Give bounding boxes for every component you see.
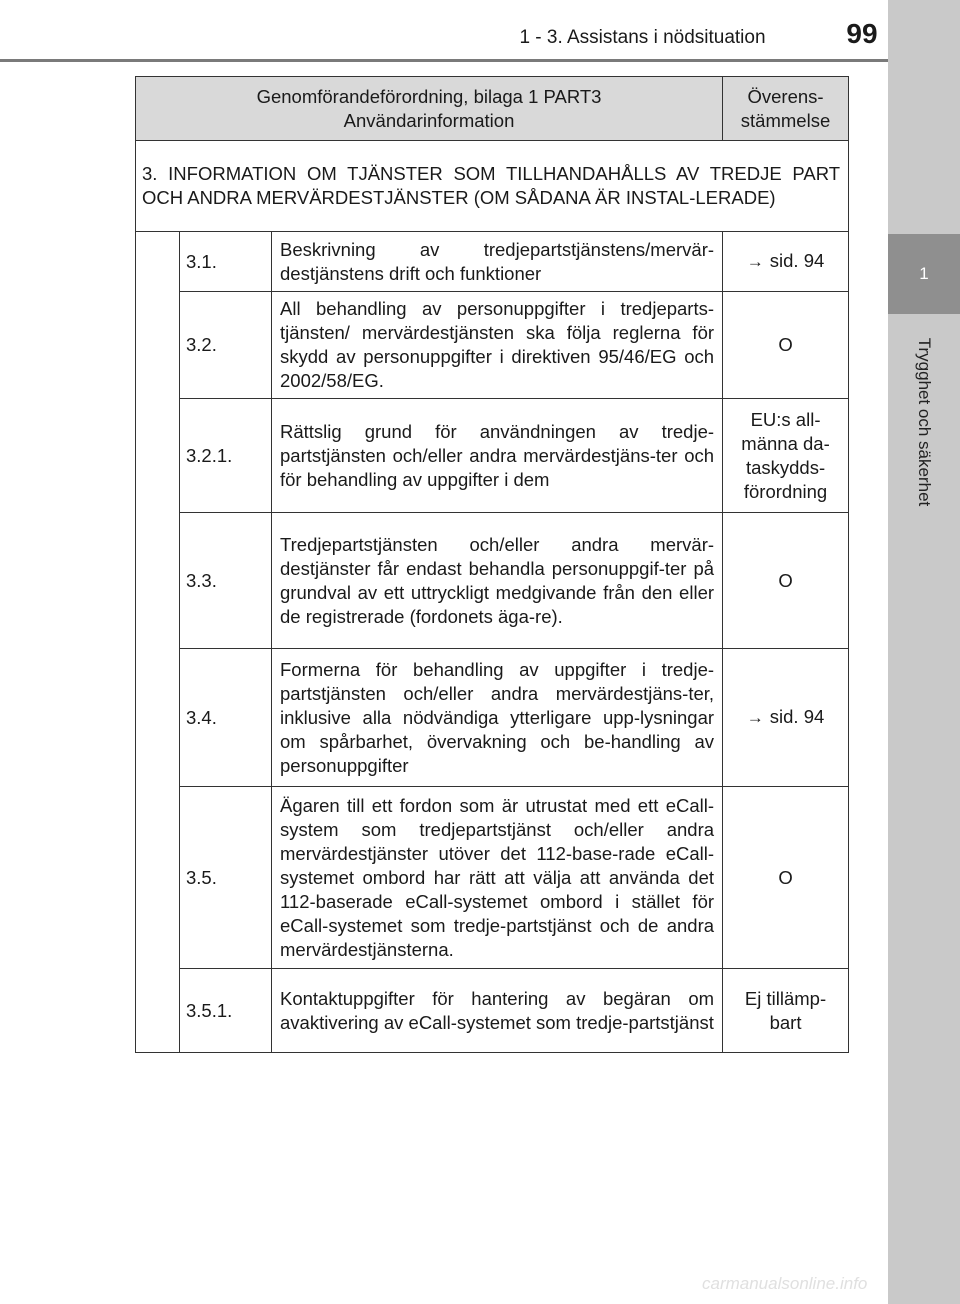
item-description: Ägaren till ett fordon som är utrustat med ett eCall-system som tredjepartstjänst och/eller andra mervärdestjänster utöver det 112-base-rade eCall-systemet ombord har rätt att välja att använda det 112-baserade eCall-systemet ombord i stället för eCall-systemet som tredje-partstjänst och de andra mervärdestjänsterna.	[272, 787, 723, 969]
item-number: 3.4.	[180, 649, 272, 787]
item-number: 3.1.	[180, 232, 272, 292]
page-number: 99	[846, 18, 878, 49]
compliance-cell	[723, 969, 849, 1053]
chapter-label: Trygghet och säkerhet	[915, 337, 934, 507]
section-row	[136, 141, 849, 232]
item-number: 3.5.1.	[180, 969, 272, 1053]
column-header-main	[136, 77, 723, 141]
running-header-title: 1 - 3. Assistans i nödsituation	[519, 27, 766, 48]
table-row	[136, 787, 849, 969]
compliance-value: O	[778, 334, 793, 355]
arrow-right-icon: →	[746, 708, 764, 727]
item-description: Beskrivning av tredjepartstjänstens/mervär-destjänstens drift och funktioner	[272, 232, 723, 292]
column-header-ref-line2: stämmelse	[740, 109, 831, 131]
table-row	[136, 232, 849, 292]
table-row	[136, 399, 849, 513]
item-description: Formerna för behandling av uppgifter i tredje-partstjänsten och/eller andra mervärdestjäns-ter, inklusive alla nödvändiga ytterligare upp-lysningar om spårbarhet, övervakning och be-handling av personuppgifter	[272, 649, 723, 787]
compliance-value: EU:s all-männa da-taskydds-förordning	[741, 408, 830, 502]
table-body	[136, 232, 849, 1053]
item-description: Kontaktuppgifter för hantering av begäran om avaktivering av eCall-systemet som tredje-partstjänst	[272, 969, 723, 1053]
header-divider	[0, 59, 888, 62]
item-number: 3.3.	[180, 513, 272, 649]
chapter-sidebar	[888, 0, 960, 1304]
indent-cell	[136, 232, 180, 1053]
arrow-right-icon: →	[746, 252, 764, 271]
table-row	[136, 969, 849, 1053]
page-reference-link[interactable]: sid. 94	[769, 706, 825, 727]
compliance-cell	[723, 513, 849, 649]
table-row	[136, 649, 849, 787]
table-row	[136, 513, 849, 649]
column-header-main-line2: Användarinformation	[343, 109, 515, 131]
compliance-cell	[723, 232, 849, 292]
chapter-tab[interactable]: 1	[888, 234, 960, 314]
item-number: 3.5.	[180, 787, 272, 969]
table-header-row	[136, 77, 849, 141]
section-title: 3. INFORMATION OM TJÄNSTER SOM TILLHANDAHÅLLS AV TREDJE PART OCH ANDRA MERVÄRDESTJÄNSTER (OM SÅDANA ÄR INSTAL-LERADE)	[136, 141, 849, 232]
table-row	[136, 292, 849, 399]
compliance-value: Ej tillämp-bart	[744, 987, 827, 1033]
page-reference-link[interactable]: sid. 94	[769, 250, 825, 271]
column-header-ref-line1: Överens-	[747, 85, 824, 107]
compliance-value: O	[778, 866, 793, 888]
item-description: All behandling av personuppgifter i tredjeparts-tjänsten/ mervärdestjänsten ska följa reglerna för skydd av personuppgifter i direktiven 95/46/EG och 2002/58/EG.	[272, 292, 723, 399]
item-description: Rättslig grund för användningen av tredje-partstjänsten och/eller andra mervärdestjäns-ter och för behandling av uppgifter i dem	[272, 399, 723, 513]
information-table	[135, 76, 849, 1053]
compliance-cell	[723, 787, 849, 969]
item-number: 3.2.	[180, 292, 272, 399]
compliance-cell	[723, 399, 849, 513]
watermark: carmanualsonline.info	[702, 1274, 868, 1293]
column-header-main-line1: Genomförandeförordning, bilaga 1 PART3	[256, 85, 602, 107]
compliance-value: O	[778, 569, 793, 591]
compliance-cell	[723, 292, 849, 399]
item-description: Tredjepartstjänsten och/eller andra mervär-destjänster får endast behandla personuppgif-ter på grundval av ett uttryckligt medgivande från den eller de registrerade (fordonets äga-re).	[272, 513, 723, 649]
column-header-ref	[723, 77, 849, 141]
item-number: 3.2.1.	[180, 399, 272, 513]
compliance-cell	[723, 649, 849, 787]
